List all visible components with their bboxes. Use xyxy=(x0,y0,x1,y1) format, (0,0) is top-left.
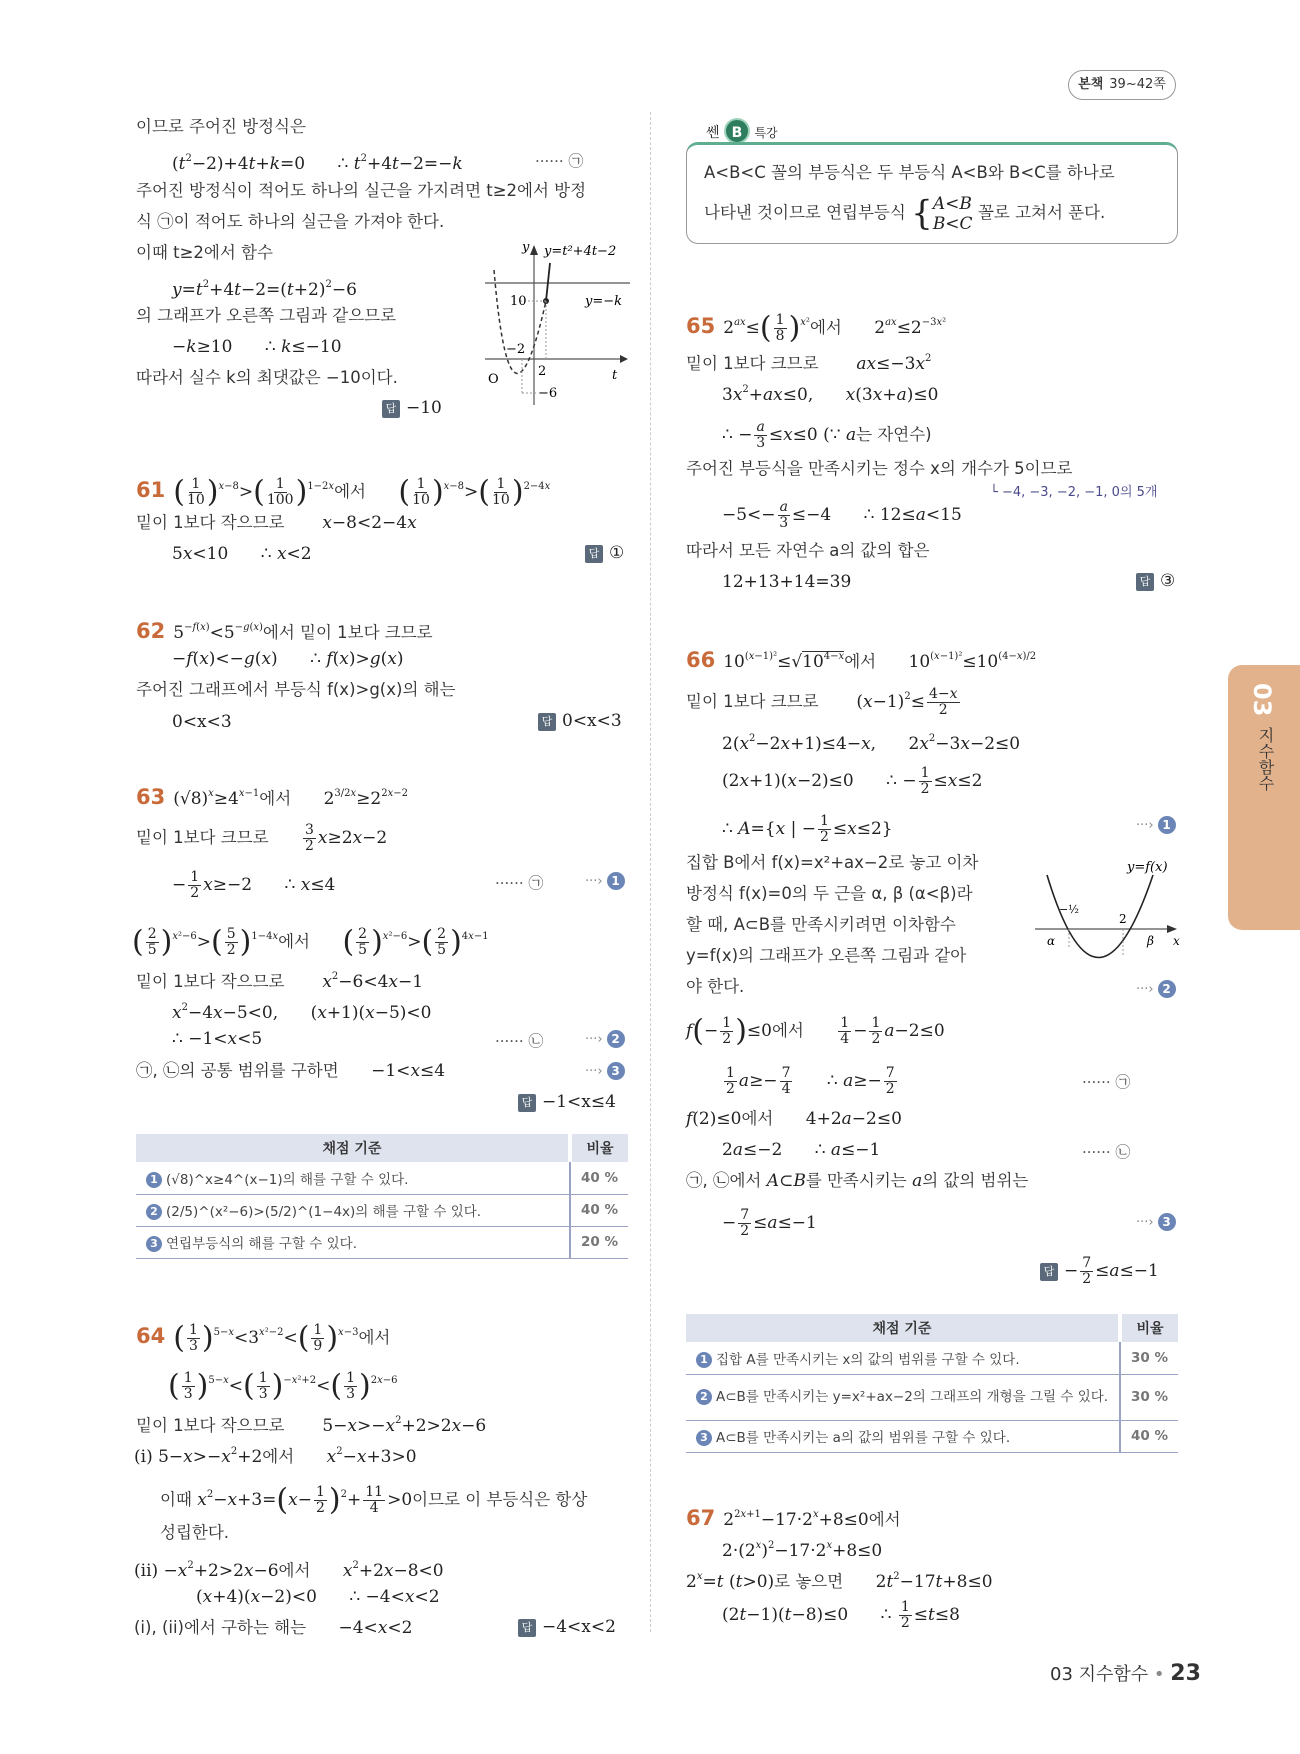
problem-61-line-2: 밑이 1보다 작으므로 x−8<2−4x xyxy=(136,513,417,533)
page-reference-pill xyxy=(1068,70,1176,100)
answer-62: 답 0<x<3 xyxy=(538,711,622,731)
problem-66-line-9: y=f(x)의 그래프가 오른쪽 그림과 같아 xyxy=(686,946,967,965)
intro-line-9: 따라서 실수 k의 최댓값은 −10이다. xyxy=(136,368,398,387)
footer-separator: • xyxy=(1153,1664,1165,1685)
problem-64-line-6: 성립한다. xyxy=(160,1523,230,1542)
problem-66-line-12: $\frac{1}{2}$ a≥− $\frac{7}{4}$ ∴ a≥− $\frac{7}{2}$ xyxy=(726,1065,895,1097)
problem-65-line-7: 따라서 모든 자연수 a의 값의 합은 xyxy=(686,541,930,560)
answer-61: 답 ① xyxy=(585,543,624,563)
intro-line-8: −k≥10 ∴ k≤−10 xyxy=(172,337,342,357)
intro-line-1: 이므로 주어진 방정식은 xyxy=(136,117,306,136)
score-row: 1 집합 A를 만족시키는 x의 값의 범위를 구할 수 있다. 30 % xyxy=(686,1342,1178,1374)
answer-63: 답 −1<x≤4 xyxy=(518,1092,616,1112)
score-row: 2 (2/5)^(x²−6)>(5/2)^(1−4x)의 해를 구할 수 있다. 40 % xyxy=(136,1194,628,1226)
tip-line-2: 나타낸 것이므로 연립부등식 { A<B B<C 꼴로 고쳐서 푼다. xyxy=(704,193,1106,234)
root-alpha: α xyxy=(1047,934,1056,948)
problem-65-line-5: 주어진 부등식을 만족시키는 정수 x의 개수가 5이므로 xyxy=(686,459,1073,478)
problem-66-line-10: 야 한다. xyxy=(686,977,745,996)
problem-64-line-9: (i), (ii)에서 구하는 해는 −4<x<2 xyxy=(134,1618,413,1638)
score-row: 1 (√8)^x≥4^(x−1)의 해를 구할 수 있다. 40 % xyxy=(136,1162,628,1194)
problem-65-line-6: −5<− $\frac{a}{3}$ ≤−4 ∴ 12≤a<15 xyxy=(722,499,962,531)
problem-62-line-2: −f(x)<−g(x) ∴ f(x)>g(x) xyxy=(172,649,404,669)
problem-66-line-7: 방정식 f(x)=0의 두 근을 α, β (α<β)라 xyxy=(686,884,973,903)
intro-line-2: $(t^2-2)+4t+k=0$ ∴ $t^2+4t-2=-k$ xyxy=(172,153,463,174)
mark-63-giyeok: ······ ㉠ xyxy=(495,874,544,892)
problem-64-line-1: 64 ( $\frac{1}{3}$ )$^{5-x}<3^{x^2-2}<$( $\frac{1}{9}$ )$^{x-3}$에서 xyxy=(136,1320,391,1356)
step-marker-66-3: ···› 3 xyxy=(1136,1213,1176,1231)
score-table-66: 채점 기준 비율 1 집합 A를 만족시키는 x의 값의 범위를 구할 수 있다. 30 % 2 A⊂B를 만족시키는 y=x²+ax−2의 그래프의 개형을 그릴 수 있다. 30 % 3 A⊂B를 만족시키는 a의 값의 범위를 구할 수 있다. 40 % xyxy=(686,1314,1178,1453)
problem-65-line-1: 65 $2^{ax}\le$( $\frac{1}{8}$ )$^{x^2}$에서 $2^{ax}\le 2^{-3x^2}$ xyxy=(686,310,947,346)
problem-63-line-1: 63 $(√8)^x\ge 4^{x-1}$에서 $2^{3/2x}\ge 2^{2x-2}$ xyxy=(136,785,408,809)
problem-67-line-2: $2\cdot(2^x)^2-17\cdot 2^x+8\le 0$ xyxy=(722,1540,883,1561)
mark-66-giyeok: ······ ㉠ xyxy=(1082,1073,1131,1091)
problem-number-61: 61 xyxy=(136,478,166,502)
page-footer xyxy=(1050,1660,1201,1686)
problem-66-line-15: ㉠, ㉡에서 A⊂B를 만족시키는 a의 값의 범위는 xyxy=(686,1171,1029,1191)
intro-line-3: 주어진 방정식이 적어도 하나의 실근을 가지려면 t≥2에서 방정 xyxy=(136,181,587,200)
b-badge-icon: B xyxy=(724,118,750,144)
step-marker-66-2: ···› 2 xyxy=(1136,980,1176,998)
graph-x-label: x xyxy=(1173,934,1180,948)
problem-66-line-3: $2(x^2-2x+1)\le 4-x$, $2x^2-3x-2\le 0$ xyxy=(722,733,1021,754)
book-label: 본책 xyxy=(1078,77,1104,92)
score-row: 3 A⊂B를 만족시키는 a의 값의 범위를 구할 수 있다. 40 % xyxy=(686,1420,1178,1452)
problem-67-line-4: (2t−1)(t−8)≤0 ∴ $\frac{1}{2}$ ≤t≤8 xyxy=(722,1599,960,1631)
problem-66-line-13: f(2)≤0에서 4+2a−2≤0 xyxy=(686,1109,902,1129)
root-beta: β xyxy=(1147,934,1154,948)
graph-t-label: t xyxy=(612,368,618,383)
score-row: 2 A⊂B를 만족시키는 y=x²+ax−2의 그래프의 개형을 그릴 수 있다. 30 % xyxy=(686,1374,1178,1420)
problem-65-line-4: ∴ − $\frac{a}{3}$ ≤x≤0 (∵ a는 자연수) xyxy=(722,419,932,451)
graph-line-label: y=−k xyxy=(585,294,623,309)
problem-63-line-3: − $\frac{1}{2}$ x≥−2 ∴ x≤4 xyxy=(172,869,336,901)
intro-line-7: 의 그래프가 오른쪽 그림과 같으므로 xyxy=(136,306,397,325)
answer-66: 답 − $\frac{7}{2}$ ≤a≤−1 xyxy=(1040,1256,1159,1287)
problem-66-line-8: 할 때, A⊂B를 만족시키려면 이차함수 xyxy=(686,915,956,934)
tick-neg2: −2 xyxy=(506,342,526,357)
page-range: 39~42쪽 xyxy=(1109,77,1166,92)
footer-chapter: 03 지수함수 xyxy=(1050,1664,1149,1685)
problem-63-line-8: ㉠, ㉡의 공통 범위를 구하면 −1<x≤4 xyxy=(136,1061,446,1081)
problem-66-line-6: 집합 B에서 f(x)=x²+ax−2로 놓고 이차 xyxy=(686,853,979,872)
problem-66-line-5: ∴ A={x | − $\frac{1}{2}$ ≤x≤2} xyxy=(722,813,893,845)
answer-65: 답 ③ xyxy=(1136,571,1175,591)
score-row: 3 연립부등식의 해를 구할 수 있다. 20 % xyxy=(136,1226,628,1258)
problem-64-line-5: 이때 $x^2-x+3=(x-$ $\frac{1}{2}$ )$^2$+ $\frac{11}{4}$ >0이므로 이 부등식은 항상 xyxy=(160,1482,588,1518)
step-marker-63-1: ···› 1 xyxy=(585,872,625,890)
answer-intro: 답 −10 xyxy=(382,398,442,418)
step-marker-66-1: ···› 1 xyxy=(1136,816,1176,834)
problem-66-line-1: 66 $10^{(x-1)^2}\le√10^{4-x}$에서 $10^{(x-1)^2}\le 10^{(4-x)/2}$ xyxy=(686,648,1037,672)
problem-64-line-4: (i) $5-x>-x^2+2$에서 $x^2-x+3>0$ xyxy=(134,1446,417,1467)
problem-64-line-8: (x+4)(x−2)<0 ∴ −4<x<2 xyxy=(196,1587,440,1607)
chapter-side-tab[interactable] xyxy=(1228,665,1300,930)
mark-66-nieun: ······ ㉡ xyxy=(1082,1143,1131,1161)
problem-65-line-8: 12+13+14=39 xyxy=(722,572,852,592)
problem-65-note: └ −4, −3, −2, −1, 0의 5개 xyxy=(990,485,1158,500)
tick-10: 10 xyxy=(510,294,527,309)
graph-parabola-t xyxy=(470,235,650,420)
page-number: 23 xyxy=(1170,1661,1201,1686)
problem-62-line-3: 주어진 그래프에서 부등식 f(x)>g(x)의 해는 xyxy=(136,680,456,699)
answer-64: 답 −4<x<2 xyxy=(518,1617,616,1637)
problem-67-line-1: 67 $2^{2x+1}-17\cdot 2^x+8\le 0$에서 xyxy=(686,1506,901,1530)
tick-neg6: −6 xyxy=(538,386,558,401)
step-marker-63-2: ···› 2 xyxy=(585,1030,625,1048)
problem-65-line-2: 밑이 1보다 크므로 $ax\le-3x^2$ xyxy=(686,353,932,374)
graph-y-label: y xyxy=(522,240,530,255)
chapter-title: 지수함수 xyxy=(1256,727,1275,791)
problem-64-line-7: $(ii) -x^2+2>2x-6$에서 $x^2+2x-8<0$ xyxy=(134,1560,444,1581)
tick-2: 2 xyxy=(538,364,547,379)
problem-66-line-16: − $\frac{7}{2}$ ≤a≤−1 xyxy=(722,1207,817,1239)
problem-64-line-2: ( $\frac{1}{3}$ )$^{5-x}$<( $\frac{1}{3}$ )$^{-x^2+2}$<( $\frac{1}{3}$ )$^{2x-6}$ xyxy=(168,1368,398,1404)
problem-63-line-4: ( $\frac{2}{5}$ )$^{x^2-6}$>( $\frac{5}{2}$ )$^{1-4x}$에서 ( $\frac{2}{5}$ )$^{x^2-6}$>( $\frac{2}{5}$ )$^{4x-1}$ xyxy=(132,924,489,960)
graph-origin-label: O xyxy=(488,372,499,387)
problem-63-line-2: 밑이 1보다 크므로 $\frac{3}{2}$ x≥2x−2 xyxy=(136,822,388,854)
problem-65-line-3: $3x^2+ax\le 0$, x(3x+a)≤0 xyxy=(722,384,939,405)
problem-61-line-1: 61 ( $\frac{1}{10}$ )$^{x-8}$>( $\frac{1}{100}$ )$^{1-2x}$에서 ( $\frac{1}{10}$ )$^{x-8}$>( $\frac{1}{10}$ )$^{2-4x}$ xyxy=(136,474,551,510)
problem-64-line-3: 밑이 1보다 작으므로 $5-x>-x^2+2>2x-6$ xyxy=(136,1415,487,1436)
tip-logo: 쎈 B 특강 xyxy=(706,118,778,144)
column-divider xyxy=(650,112,651,1632)
intro-line-6: $y=t^2+4t-2=(t+2)^2-6$ xyxy=(172,279,357,300)
problem-62-line-4: 0<x<3 xyxy=(172,712,232,732)
tip-line-1: A<B<C 꼴의 부등식은 두 부등식 A<B와 B<C를 하나로 xyxy=(704,163,1115,182)
mark-giyeok: ······ ㉠ xyxy=(535,152,584,170)
problem-63-line-5: 밑이 1보다 작으므로 $x^2-6<4x-1$ xyxy=(136,971,424,992)
intro-line-4: 식 ㉠이 적어도 하나의 실근을 가져야 한다. xyxy=(136,212,445,231)
problem-63-line-6: $x^2-4x-5<0$, (x+1)(x−5)<0 xyxy=(172,1002,432,1023)
mark-63-nieun: ······ ㉡ xyxy=(495,1032,544,1050)
graph-f-label: y=f(x) xyxy=(1127,860,1168,875)
svg-text:−½: −½ xyxy=(1059,903,1079,916)
problem-66-line-11: f(− $\frac{1}{2}$ )≤0에서 $\frac{1}{4}$ − $\frac{1}{2}$ a−2≤0 xyxy=(686,1013,945,1049)
problem-63-line-7: ∴ −1<x<5 xyxy=(172,1029,263,1049)
problem-66-line-4: (2x+1)(x−2)≤0 ∴ − $\frac{1}{2}$ ≤x≤2 xyxy=(722,765,983,797)
graph-curve-label: y=t²+4t−2 xyxy=(544,244,617,259)
chapter-number: 03 xyxy=(1248,683,1276,717)
step-marker-63-3: ···› 3 xyxy=(585,1062,625,1080)
svg-text:2: 2 xyxy=(1119,912,1127,926)
answer-badge-icon: 답 xyxy=(382,400,400,418)
problem-67-line-3: $2^x=t$ (t>0)로 놓으면 $2t^2-17t+8\le 0$ xyxy=(686,1571,993,1592)
problem-66-line-2: 밑이 1보다 크므로 $(x-1)^2\le$ $\frac{4-x}{2}$ xyxy=(686,686,958,718)
problem-62-line-1: 62 $5^{-f(x)}<5^{-g(x)}$에서 밑이 1보다 크므로 xyxy=(136,619,433,643)
intro-line-5: 이때 t≥2에서 함수 xyxy=(136,243,273,262)
problem-66-line-14: 2a≤−2 ∴ a≤−1 xyxy=(722,1140,881,1160)
graph-parabola-f xyxy=(1035,855,1185,965)
problem-61-line-3: 5x<10 ∴ x<2 xyxy=(172,544,312,564)
score-table-63: 채점 기준 비율 1 (√8)^x≥4^(x−1)의 해를 구할 수 있다. 40 % 2 (2/5)^(x²−6)>(5/2)^(1−4x)의 해를 구할 수 있다. 40 % 3 연립부등식의 해를 구할 수 있다. 20 % xyxy=(136,1134,628,1259)
